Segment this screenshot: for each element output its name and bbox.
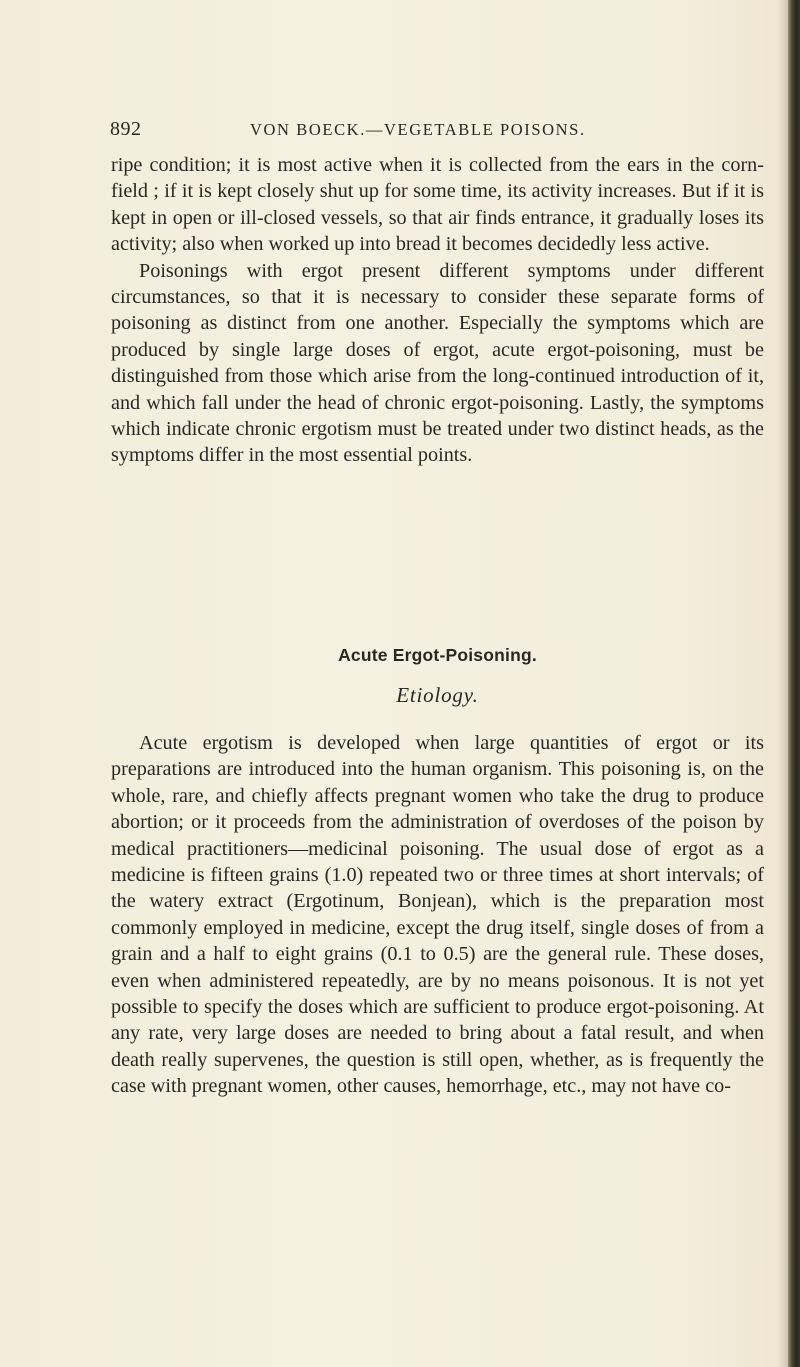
paragraph: ripe condition; it is most active when it is collected from the ears in the corn-field ; if it is kept closely shut up for some time, its activity increases. But if it is kept in open or ill-closed vessels, so that air finds entrance, it gradually loses its activity; also when worked up into bread it becomes decidedly less active. <box>111 154 764 256</box>
subsection-heading: Etiology. <box>396 683 479 707</box>
paragraph: Acute ergotism is developed when large quantities of ergot or its preparations are introduced into the human organism. This poisoning is, on the whole, rare, and chiefly affects pregnant women who take the drug to produce abortion; or it proceeds from the administration of overdoses of the poison by medical practitioners—medicinal poisoning. The usual dose of ergot as a medicine is fifteen grains (1.0) repeated two or three times at short intervals; of the watery extract (Ergotinum, Bonjean), which is the preparation most commonly employed in medicine, except the drug itself, single doses of from a grain and a half to eight grains (0.1 to 0.5) are the general rule. These doses, even when administered repeatedly, are by no means poisonous. It is not yet possible to specify the doses which are sufficient to produce ergot-poisoning. At any rate, very large doses are needed to bring about a fatal result, and when death really supervenes, the question is still open, whether, as is frequently the case with pregnant women, other causes, hemorrhage, etc., may not have co- <box>111 732 764 1098</box>
section-heading: Acute Ergot-Poisoning. <box>338 645 537 665</box>
page-header <box>110 118 770 144</box>
paragraph: Poisonings with ergot present different symptoms under different circumstances, so that it is necessary to consider these separate forms of poisoning as distinct from one another. Especially the symptoms which are produced by single large doses of ergot, acute ergot-poisoning, must be distinguished from those which arise from the long-continued introduction of it, and which fall under the head of chronic ergot-poisoning. Lastly, the symptoms which indicate chronic ergotism must be treated under two distinct heads, as the symptoms differ in the most essential points. <box>111 259 764 467</box>
running-head: VON BOECK.—VEGETABLE POISONS. <box>250 120 586 139</box>
body-text-bottom <box>111 730 764 1100</box>
page-edge-strip <box>788 0 800 1367</box>
page-number: 892 <box>110 118 142 140</box>
body-text-top <box>111 152 764 469</box>
binding-shadow <box>778 0 788 1367</box>
